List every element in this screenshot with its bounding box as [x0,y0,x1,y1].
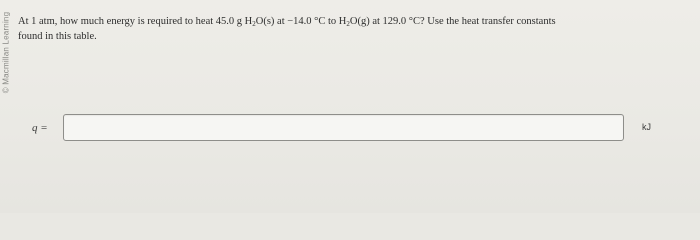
question-line2: found in this table. [18,31,97,42]
answer-label: q = [32,122,48,134]
question-part2: O(s) at −14.0 °C to H [255,16,347,27]
answer-row [32,113,672,145]
question-part3: O(g) at 129.0 °C? Use the heat transfer constants [349,16,556,27]
question-sub2: 2 [346,20,350,28]
copyright-watermark [0,0,13,110]
answer-input[interactable] [63,114,624,141]
question-sub1: 2 [252,20,256,28]
question-part1: At 1 atm, how much energy is required to heat 45.0 g H [18,16,253,27]
unit-label: kJ [642,122,651,132]
question-text [18,14,678,44]
copyright-text: © Macmillan Learning [1,11,11,94]
